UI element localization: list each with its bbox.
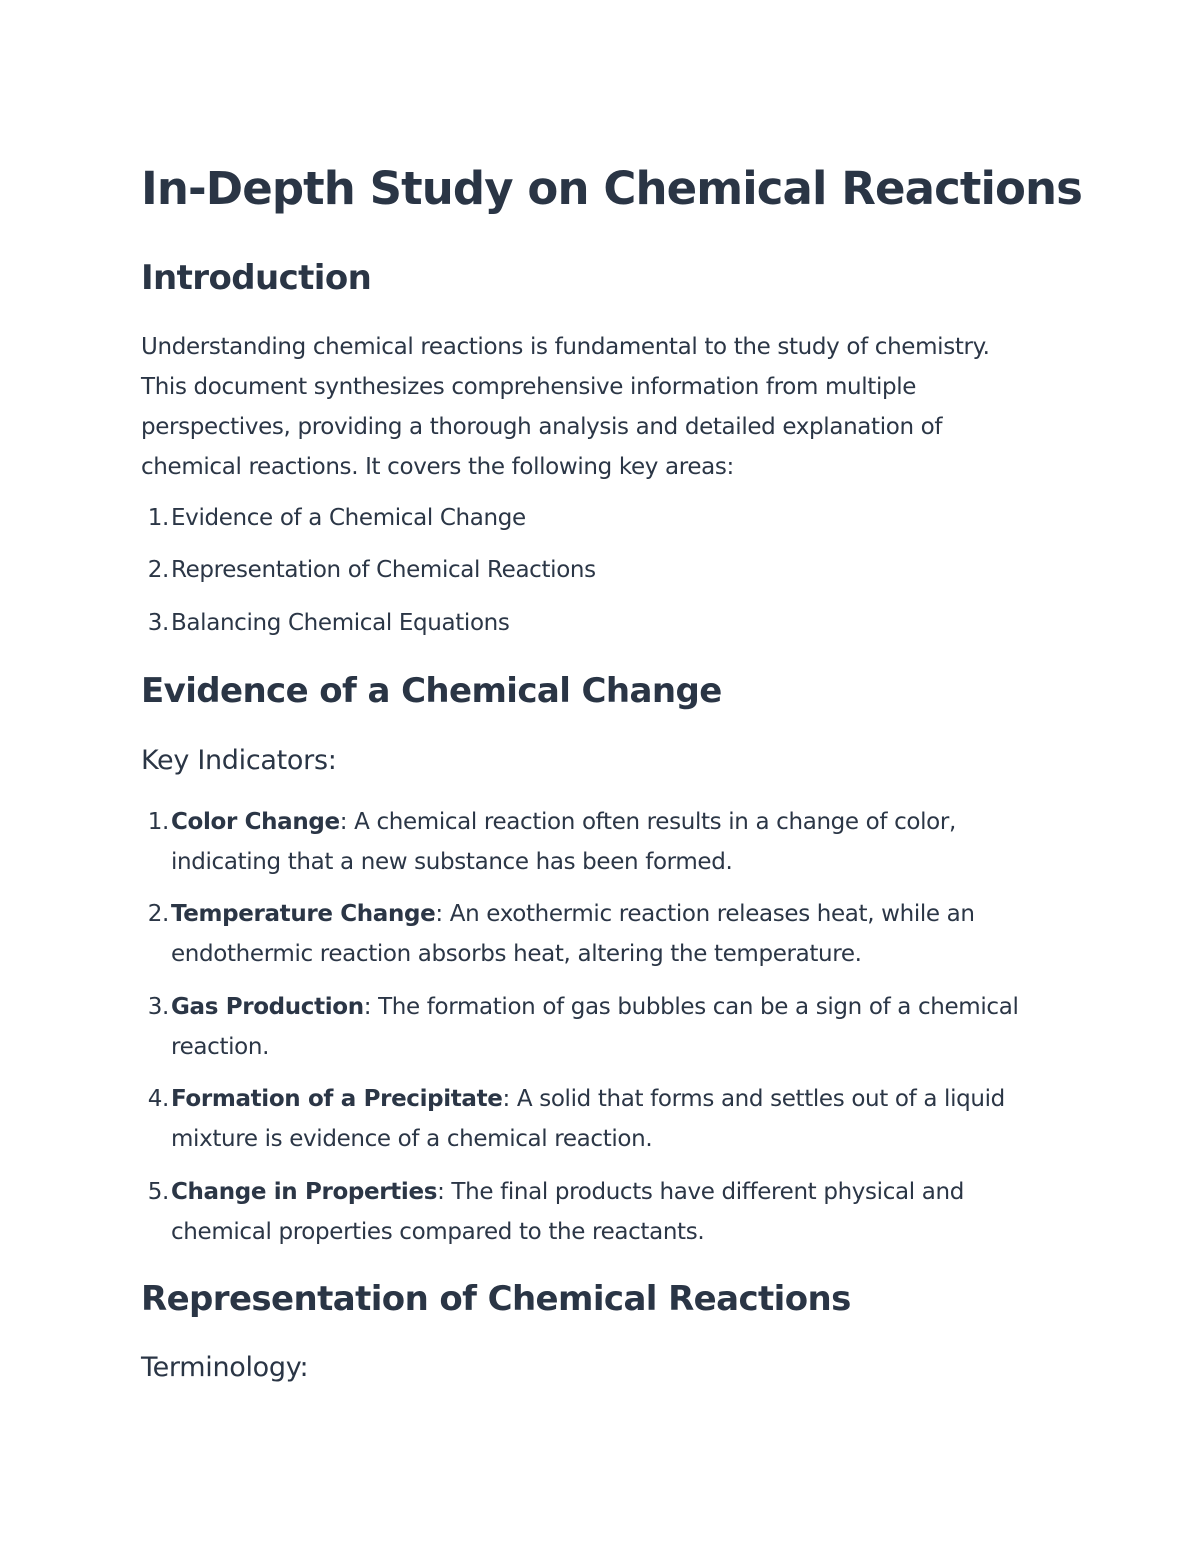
- introduction-paragraph: Understanding chemical reactions is fundamental to the study of chemistry. This document synthesizes comprehensive information from multiple perspectives, providing a thorough analysis and detailed explanation of chemical reactions. It covers the following key areas:: [141, 334, 990, 480]
- list-item-text: [171, 987, 1071, 1067]
- terminology-subheading: Terminology:: [141, 1352, 309, 1383]
- list-item-text: [171, 894, 1071, 974]
- indicator-description: : A chemical reaction often results in a change of color, indicating that a new substance has been formed.: [171, 809, 956, 875]
- list-item-text: Representation of Chemical Reactions: [171, 557, 596, 583]
- list-item-number: 1.: [147, 505, 169, 531]
- list-item-text: Evidence of a Chemical Change: [171, 505, 526, 531]
- indicator-term: Gas Production: [171, 994, 364, 1020]
- list-item-text: [171, 1079, 1071, 1159]
- list-item-text: [171, 802, 1071, 882]
- document-title: In-Depth Study on Chemical Reactions: [141, 162, 1083, 215]
- indicator-description: : A solid that forms and settles out of a liquid mixture is evidence of a chemical reaction.: [171, 1086, 1005, 1152]
- indicator-description: : The formation of gas bubbles can be a sign of a chemical reaction.: [171, 994, 1019, 1060]
- list-item-text: Balancing Chemical Equations: [171, 610, 510, 636]
- list-item-number: 1.: [147, 809, 169, 835]
- key-indicators-subheading: Key Indicators:: [141, 745, 337, 776]
- indicator-description: : An exothermic reaction releases heat, while an endothermic reaction absorbs heat, altering the temperature.: [171, 901, 975, 967]
- representation-heading: Representation of Chemical Reactions: [141, 1279, 851, 1319]
- indicator-term: Formation of a Precipitate: [171, 1086, 503, 1112]
- indicator-term: Color Change: [171, 809, 340, 835]
- list-item-number: 4.: [147, 1086, 169, 1112]
- indicator-description: : The final products have different physical and chemical properties compared to the reactants.: [171, 1179, 964, 1245]
- list-item-text: [171, 1172, 1071, 1252]
- indicator-term: Temperature Change: [171, 901, 436, 927]
- list-item-number: 3.: [147, 610, 169, 636]
- list-item-number: 2.: [147, 901, 169, 927]
- indicator-term: Change in Properties: [171, 1179, 438, 1205]
- list-item-number: 5.: [147, 1179, 169, 1205]
- list-item-number: 3.: [147, 994, 169, 1020]
- introduction-heading: Introduction: [141, 258, 372, 298]
- evidence-heading: Evidence of a Chemical Change: [141, 671, 722, 711]
- list-item-number: 2.: [147, 557, 169, 583]
